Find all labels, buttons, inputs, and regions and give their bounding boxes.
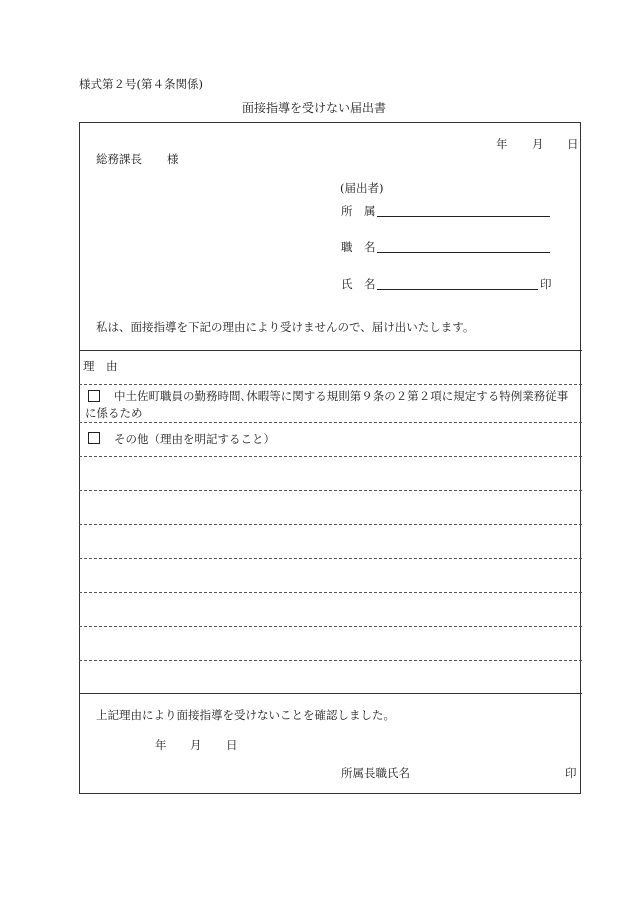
affiliation-label: 所 属 bbox=[341, 204, 376, 218]
supervisor-seal: 印 bbox=[565, 766, 577, 780]
ruled-line bbox=[79, 384, 582, 385]
section-divider bbox=[79, 350, 582, 351]
ruled-line bbox=[79, 524, 582, 525]
name-label: 氏 名 bbox=[341, 277, 376, 291]
option2-text: その他（理由を明記すること） bbox=[114, 432, 275, 446]
submitter-seal: 印 bbox=[540, 277, 552, 291]
affiliation-field[interactable] bbox=[377, 216, 550, 217]
name-field[interactable] bbox=[377, 289, 538, 290]
date-day-label: 日 bbox=[567, 137, 579, 151]
option1-text-line2: に係るため bbox=[85, 406, 143, 420]
option2-checkbox[interactable] bbox=[88, 432, 100, 444]
addressee-honorific: 様 bbox=[167, 152, 179, 166]
form-number: 様式第２号(第４条関係) bbox=[79, 77, 203, 91]
supervisor-label: 所属長職氏名 bbox=[341, 766, 410, 780]
confirmation-day-label: 日 bbox=[226, 738, 238, 752]
ruled-line bbox=[79, 422, 582, 423]
ruled-line bbox=[79, 660, 582, 661]
confirmation-year-label: 年 bbox=[155, 738, 167, 752]
ruled-line bbox=[79, 490, 582, 491]
position-label: 職 名 bbox=[341, 240, 376, 254]
ruled-line bbox=[79, 558, 582, 559]
reason-heading: 理 由 bbox=[83, 359, 118, 373]
ruled-line bbox=[79, 592, 582, 593]
section-divider bbox=[79, 693, 582, 694]
ruled-line bbox=[79, 626, 582, 627]
confirmation-text: 上記理由により面接指導を受けないことを確認しました。 bbox=[96, 708, 395, 722]
document-title: 面接指導を受けない届出書 bbox=[242, 101, 387, 115]
submitter-heading: (届出者) bbox=[340, 181, 384, 195]
option1-text-line1: 中土佐町職員の勤務時間､休暇等に関する規則第９条の２第２項に規定する特例業務従事 bbox=[114, 389, 569, 403]
confirmation-month-label: 月 bbox=[190, 738, 202, 752]
option1-checkbox[interactable] bbox=[88, 390, 100, 402]
date-month-label: 月 bbox=[532, 137, 544, 151]
declaration-text: 私は、面接指導を下記の理由により受けませんので、届け出いたします。 bbox=[96, 320, 475, 334]
ruled-line bbox=[79, 456, 582, 457]
position-field[interactable] bbox=[377, 252, 550, 253]
date-year-label: 年 bbox=[496, 137, 508, 151]
addressee-name: 総務課長 bbox=[96, 152, 142, 166]
